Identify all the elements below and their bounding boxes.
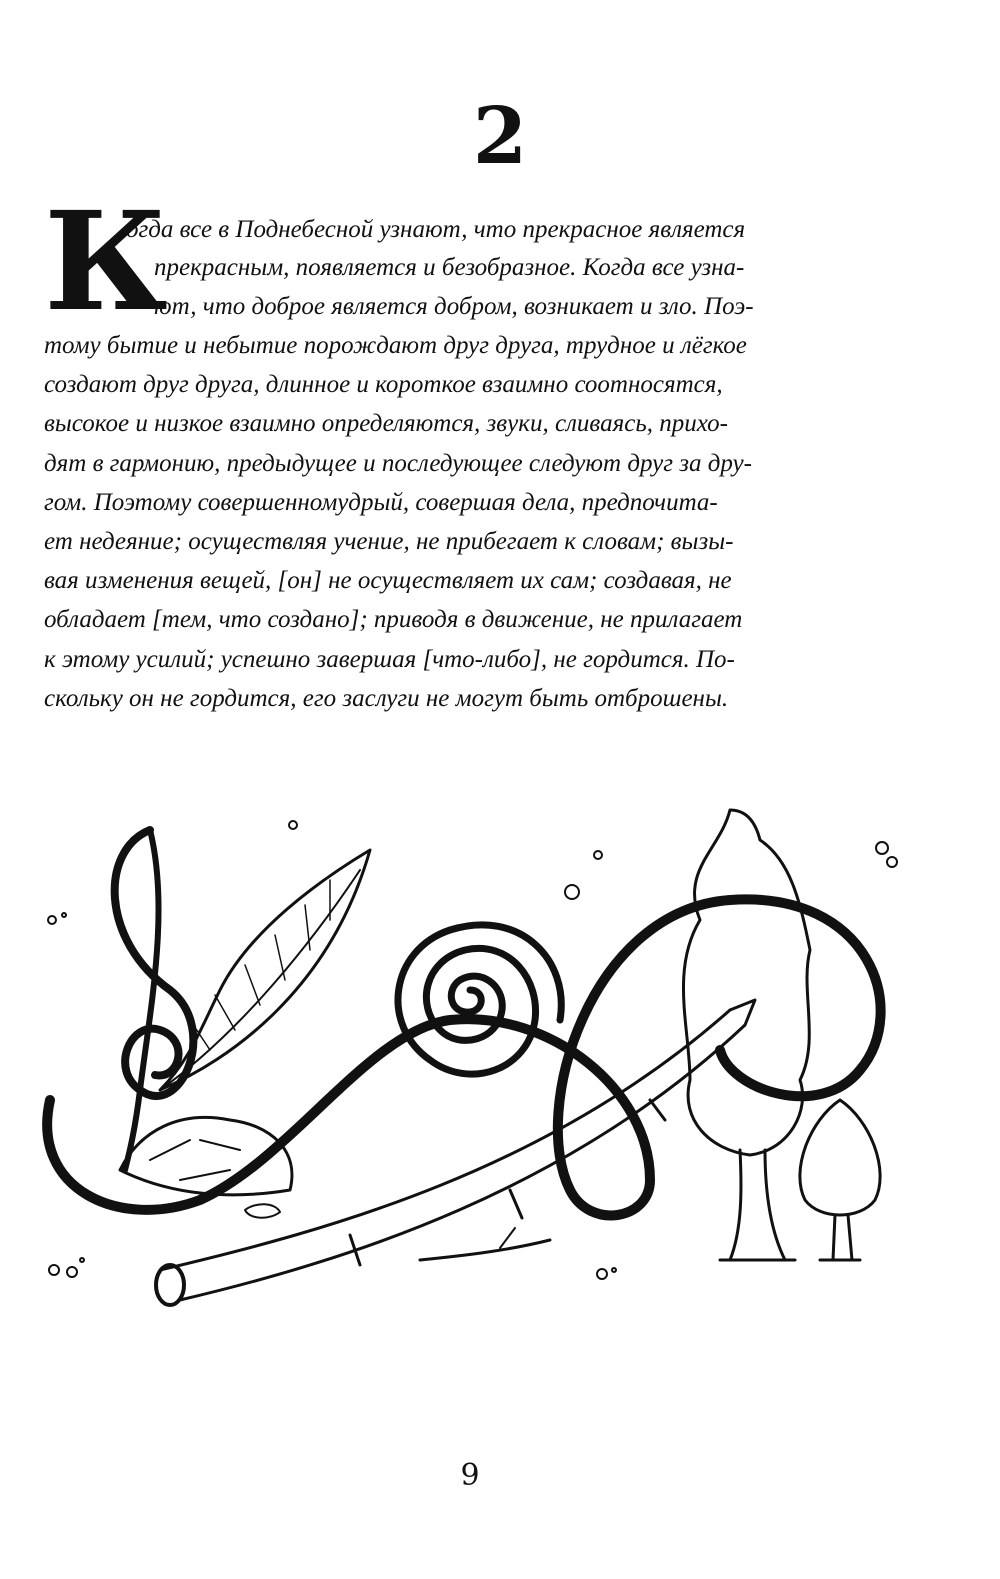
text-line-content: гом. Поэтому совершенномудрый, совершая дела, предпочита- [44, 489, 718, 516]
text-line [44, 409, 920, 439]
text-line [154, 253, 920, 283]
text-line [126, 215, 920, 245]
text-line-content: вая изменения вещей, [он] не осуществляет их сам; создавая, не [44, 567, 732, 594]
text-line-content: к этому усилий; успешно завершая [что-либо], не гордится. По- [44, 646, 735, 673]
flute-icon [156, 1000, 755, 1305]
text-line-content: обладает [тем, что создано]; приводя в движение, не прилагает [44, 606, 743, 633]
twig-icon [420, 1228, 550, 1260]
text-line-content: ют, что доброе является добром, возникает и зло. Поэ- [154, 293, 754, 320]
text-line-content: тому бытие и небытие порождают друг друга, трудное и лёгкое [44, 332, 747, 359]
text-line-content: высокое и низкое взаимно определяются, звуки, сливаясь, прихо- [44, 410, 729, 437]
text-line [154, 292, 920, 322]
small-tree-icon [800, 1100, 880, 1260]
text-line [44, 684, 920, 714]
text-line [44, 645, 920, 675]
text-line-content: огда все в Поднебесной узнают, что прекрасное является [126, 216, 746, 243]
text-line-content: дят в гармонию, предыдущее и последующее следуют друг за дру- [44, 450, 752, 477]
chapter-number: 2 [472, 91, 528, 182]
text-line [44, 331, 920, 361]
page-number: 9 [460, 1458, 480, 1493]
spiral-icon [398, 925, 561, 1074]
text-line [44, 488, 920, 518]
text-line [44, 370, 920, 400]
text-line [44, 605, 920, 635]
text-line-content: ет недеяние; осуществляя учение, не прибегает к словам; вызы- [44, 528, 734, 555]
text-line [44, 449, 920, 479]
text-line [44, 527, 920, 557]
illustration [30, 790, 930, 1320]
text-line-content: прекрасным, появляется и безобразное. Когда все узна- [154, 254, 745, 281]
text-line [44, 566, 920, 596]
text-line-content: создают друг друга, длинное и короткое взаимно соотносятся, [44, 371, 723, 398]
text-line-content: скольку он не гордится, его заслуги не могут быть отброшены. [44, 685, 729, 712]
drop-cap: К [44, 182, 168, 342]
